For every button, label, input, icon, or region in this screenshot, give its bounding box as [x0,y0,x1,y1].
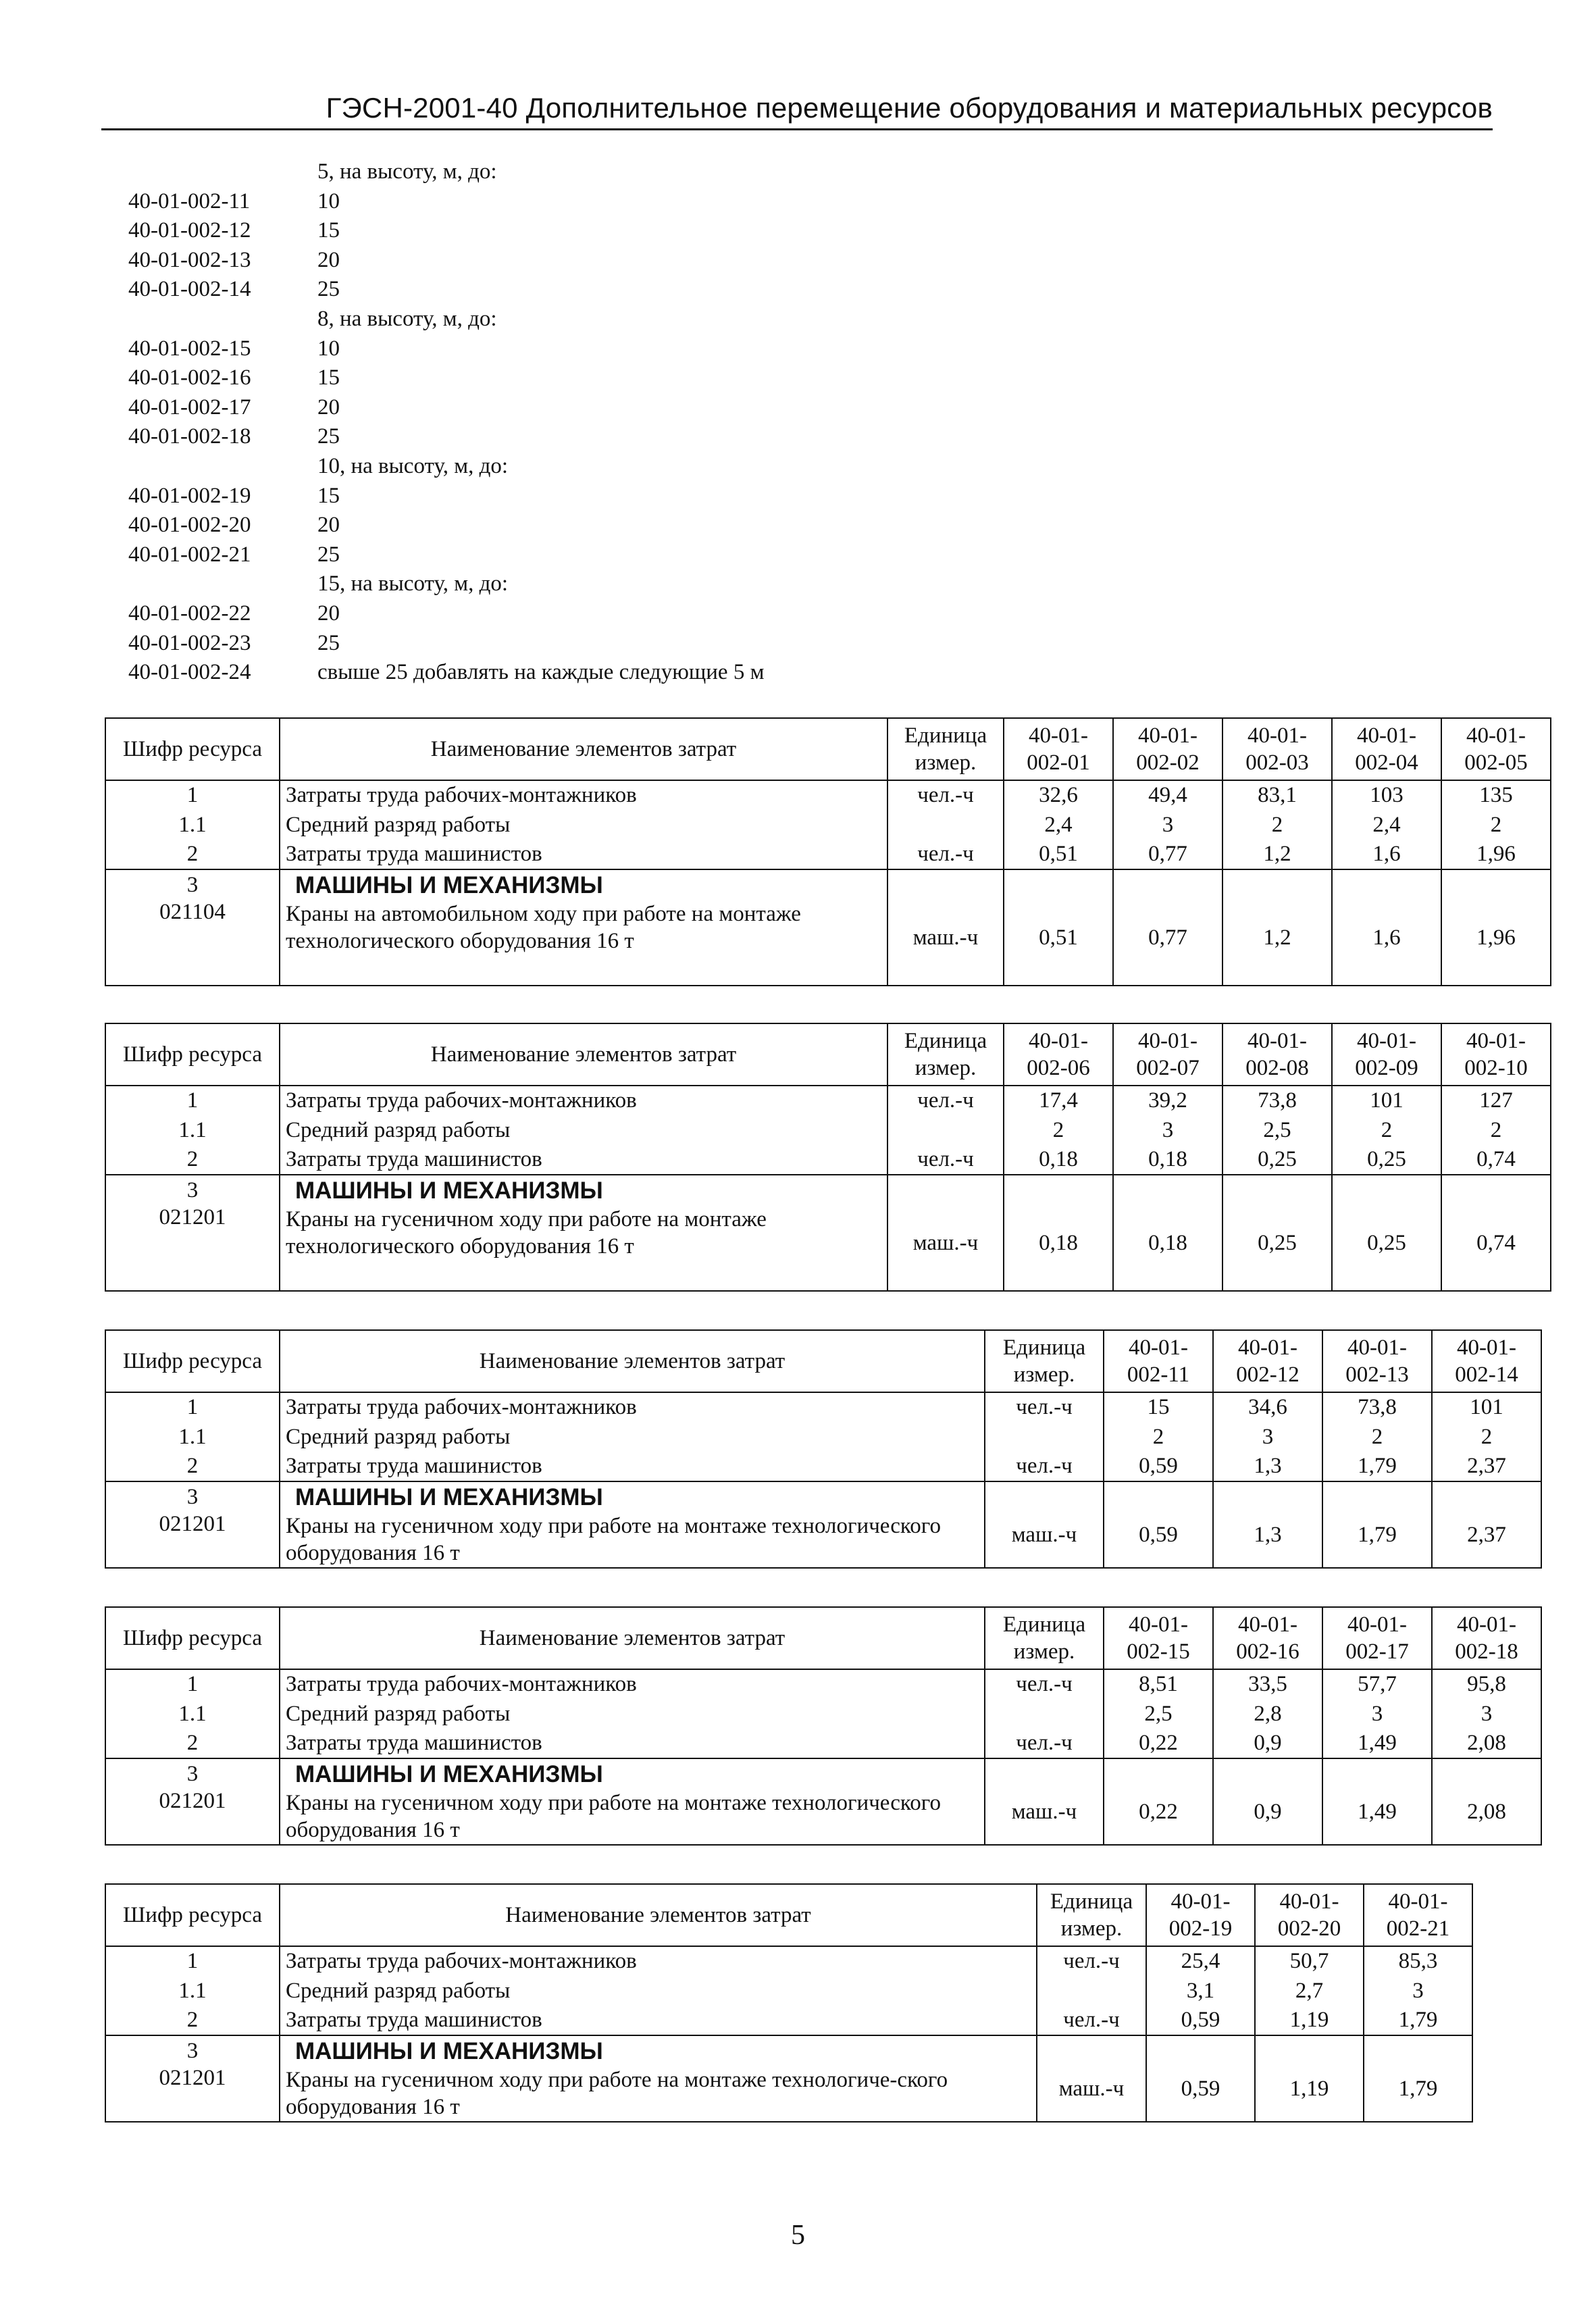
value-cell: 2 [1004,1115,1113,1145]
machine-value-cell: 0,77 [1113,869,1222,986]
code-value: 40-01-002-22 [128,601,251,626]
unit-cell: чел.-ч [985,1392,1104,1422]
value-cell: 0,51 [1004,840,1113,869]
norm-code-header: 40-01-002-17 [1322,1607,1432,1669]
value-cell: 49,4 [1113,780,1222,810]
code-description: 20 [317,247,340,272]
header-row [105,1884,1472,1946]
value-cell: 85,3 [1364,1946,1472,1976]
machines-title: МАШИНЫ И МЕХАНИЗМЫ [295,2038,603,2064]
unit-header: Единица измер. [985,1607,1104,1669]
table-header [105,1884,1472,1946]
machine-code: 021201 [159,2066,226,2091]
code-description: 25 [317,424,340,449]
machine-code: 021201 [159,1205,226,1230]
value-cell: 1,96 [1441,840,1551,869]
name-header: Наименование элементов затрат [280,1330,985,1392]
unit-cell [985,1699,1104,1729]
shifr-header: Шифр ресурса [105,1884,280,1946]
unit-cell: чел.-ч [887,1086,1004,1115]
machine-value-cell: 0,22 [1104,1758,1213,1845]
table-row [105,1729,1541,1758]
code-description: 25 [317,277,340,302]
table-row [105,1946,1472,1976]
value-cell: 1,3 [1213,1452,1322,1481]
value-cell: 127 [1441,1086,1551,1115]
code-description: 10 [317,188,340,213]
machine-value-cell: 1,96 [1441,869,1551,986]
value-cell: 2,37 [1432,1452,1541,1481]
resource-table-4 [105,1606,1542,1846]
code-value: 40-01-002-14 [128,277,251,302]
table-row [105,1422,1541,1452]
name-cell: Средний разряд работы [280,1699,985,1729]
value-cell: 2,4 [1332,810,1441,840]
value-cell: 3 [1322,1699,1432,1729]
machine-value-cell: 2,08 [1432,1758,1541,1845]
name-cell: Затраты труда рабочих-монтажников [280,1392,985,1422]
value-cell: 95,8 [1432,1669,1541,1699]
machines-title: МАШИНЫ И МЕХАНИЗМЫ [295,1177,603,1204]
name-cell: Затраты труда рабочих-монтажников [280,1946,1037,1976]
table-row [105,1452,1541,1481]
value-cell: 2 [1222,810,1332,840]
machine-value-cell: 0,51 [1004,869,1113,986]
machine-code: 021201 [159,1512,226,1537]
value-cell: 1,2 [1222,840,1332,869]
value-cell: 135 [1441,780,1551,810]
name-cell: Затраты труда машинистов [280,1452,985,1481]
code-description: 20 [317,513,340,538]
machine-value-cell: 0,9 [1213,1758,1322,1845]
machines-row [105,1481,1541,1568]
unit-cell: чел.-ч [985,1669,1104,1699]
machine-name: Краны на автомобильном ходу при работе на монтаже технологического оборудования 16 т [286,901,801,953]
machine-value-cell: 1,2 [1222,869,1332,986]
norm-code-header: 40-01-002-02 [1113,718,1222,780]
table-row [105,1669,1541,1699]
machines-section [105,1481,1541,1568]
value-cell: 0,74 [1441,1145,1551,1175]
unit-header: Единица измер. [985,1330,1104,1392]
unit-header: Единица измер. [1037,1884,1146,1946]
code-value: 40-01-002-11 [128,188,251,213]
shifr-cell: 2 [105,840,280,869]
shifr-cell: 1.1 [105,1699,280,1729]
shifr-cell: 2 [105,1452,280,1481]
page-header-title: ГЭСН-2001-40 Дополнительное перемещение оборудования и материальных ресурсов [326,92,1493,124]
machines-section-number: 3 [186,1762,199,1786]
name-cell: Затраты труда рабочих-монтажников [280,1669,985,1699]
machine-value-cell: 1,79 [1364,2035,1472,2122]
machines-title: МАШИНЫ И МЕХАНИЗМЫ [295,872,603,898]
norm-code-header: 40-01-002-12 [1213,1330,1322,1392]
code-description: свыше 25 добавлять на каждые следующие 5 м [317,660,765,685]
value-cell: 101 [1432,1392,1541,1422]
value-cell: 2 [1432,1422,1541,1452]
value-cell: 33,5 [1213,1669,1322,1699]
name-cell: Затраты труда рабочих-монтажников [280,1086,887,1115]
machine-value-cell: 0,59 [1146,2035,1255,2122]
name-cell: Средний разряд работы [280,1115,887,1145]
value-cell: 0,77 [1113,840,1222,869]
name-cell: Средний разряд работы [280,810,887,840]
value-cell: 25,4 [1146,1946,1255,1976]
shifr-cell: 2 [105,1145,280,1175]
code-value: 40-01-002-23 [128,630,251,655]
header-row [105,1023,1551,1086]
code-value: 40-01-002-12 [128,218,251,243]
labor-rows [105,1392,1541,1481]
value-cell: 1,79 [1364,2006,1472,2035]
machine-value-cell: 0,18 [1113,1175,1222,1291]
code-value: 40-01-002-16 [128,365,251,390]
machines-row [105,2035,1472,2122]
machine-unit-cell: маш.-ч [1037,2035,1146,2122]
shifr-cell: 1 [105,1392,280,1422]
unit-header: Единица измер. [887,1023,1004,1086]
value-cell: 57,7 [1322,1669,1432,1699]
table-row [105,780,1551,810]
shifr-header: Шифр ресурса [105,1023,280,1086]
value-cell: 0,18 [1004,1145,1113,1175]
code-value: 40-01-002-15 [128,336,251,361]
value-cell: 2 [1322,1422,1432,1452]
value-cell: 2,7 [1255,1976,1364,2006]
shifr-cell: 2 [105,1729,280,1758]
machines-name-cell [280,2035,1037,2122]
header-row [105,1607,1541,1669]
unit-cell: чел.-ч [985,1729,1104,1758]
value-cell: 2 [1104,1422,1213,1452]
norm-code-header: 40-01-002-04 [1332,718,1441,780]
machine-value-cell: 1,6 [1332,869,1441,986]
value-cell: 39,2 [1113,1086,1222,1115]
name-header: Наименование элементов затрат [280,1023,887,1086]
value-cell: 0,22 [1104,1729,1213,1758]
name-cell: Затраты труда машинистов [280,840,887,869]
code-description: 5, на высоту, м, до: [317,159,497,184]
resource-table-1 [105,717,1551,986]
norm-code-header: 40-01-002-11 [1104,1330,1213,1392]
value-cell: 3,1 [1146,1976,1255,2006]
shifr-cell: 1 [105,1086,280,1115]
machine-name: Краны на гусеничном ходу при работе на монтаже технологического оборудования 16 т [286,1513,941,1565]
table-row [105,2006,1472,2035]
value-cell: 0,18 [1113,1145,1222,1175]
unit-cell [887,1115,1004,1145]
machine-value-cell: 0,74 [1441,1175,1551,1291]
code-description: 25 [317,630,340,655]
unit-cell [1037,1976,1146,2006]
machines-name-cell [280,1758,985,1845]
value-cell: 3 [1364,1976,1472,2006]
value-cell: 73,8 [1322,1392,1432,1422]
machines-name-cell [280,1175,887,1291]
machines-section [105,2035,1472,2122]
machine-name: Краны на гусеничном ходу при работе на монтаже технологиче-ского оборудования 16 т [286,2067,948,2119]
machine-unit-cell: маш.-ч [887,869,1004,986]
machines-shifr-cell [105,1758,280,1845]
machines-shifr-cell [105,1175,280,1291]
machine-value-cell: 1,49 [1322,1758,1432,1845]
value-cell: 2,08 [1432,1729,1541,1758]
norm-code-header: 40-01-002-03 [1222,718,1332,780]
machine-code: 021201 [159,1789,226,1814]
value-cell: 2 [1441,810,1551,840]
labor-rows [105,1086,1551,1175]
shifr-cell: 1.1 [105,1976,280,2006]
norm-code-header: 40-01-002-10 [1441,1023,1551,1086]
value-cell: 15 [1104,1392,1213,1422]
machine-unit-cell: маш.-ч [887,1175,1004,1291]
machine-name: Краны на гусеничном ходу при работе на монтаже технологического оборудования 16 т [286,1206,767,1259]
name-header: Наименование элементов затрат [280,1607,985,1669]
unit-cell: чел.-ч [1037,1946,1146,1976]
norm-code-header: 40-01-002-15 [1104,1607,1213,1669]
code-value: 40-01-002-13 [128,247,251,272]
value-cell: 0,59 [1104,1452,1213,1481]
code-description: 10, на высоту, м, до: [317,453,509,478]
table-header [105,1023,1551,1086]
table-row [105,1086,1551,1115]
page-header [101,81,1493,130]
code-description: 20 [317,601,340,626]
name-cell: Средний разряд работы [280,1976,1037,2006]
name-cell: Затраты труда машинистов [280,2006,1037,2035]
machines-name-cell [280,869,887,986]
machine-name: Краны на гусеничном ходу при работе на монтаже технологического оборудования 16 т [286,1790,941,1842]
code-description: 15 [317,365,340,390]
machines-shifr-cell [105,2035,280,2122]
unit-header: Единица измер. [887,718,1004,780]
value-cell: 17,4 [1004,1086,1113,1115]
value-cell: 2,5 [1104,1699,1213,1729]
unit-cell: чел.-ч [887,1145,1004,1175]
machines-row [105,1758,1541,1845]
code-description: 15 [317,483,340,508]
unit-cell: чел.-ч [887,840,1004,869]
norm-code-header: 40-01-002-20 [1255,1884,1364,1946]
resource-table-5 [105,1883,1473,2123]
value-cell: 8,51 [1104,1669,1213,1699]
code-value: 40-01-002-18 [128,424,251,449]
value-cell: 2,4 [1004,810,1113,840]
norm-code-header: 40-01-002-21 [1364,1884,1472,1946]
table-header [105,1330,1541,1392]
norm-code-header: 40-01-002-09 [1332,1023,1441,1086]
table-row [105,1115,1551,1145]
unit-cell [985,1422,1104,1452]
value-cell: 1,79 [1322,1452,1432,1481]
value-cell: 0,25 [1222,1145,1332,1175]
value-cell: 1,19 [1255,2006,1364,2035]
shifr-header: Шифр ресурса [105,1607,280,1669]
unit-cell: чел.-ч [985,1452,1104,1481]
machines-title: МАШИНЫ И МЕХАНИЗМЫ [295,1761,603,1787]
code-description: 15 [317,218,340,243]
name-header: Наименование элементов затрат [280,718,887,780]
name-cell: Затраты труда машинистов [280,1729,985,1758]
machine-value-cell: 0,59 [1104,1481,1213,1568]
norm-code-header: 40-01-002-18 [1432,1607,1541,1669]
machines-section-number: 3 [186,1485,199,1509]
value-cell: 73,8 [1222,1086,1332,1115]
value-cell: 3 [1113,1115,1222,1145]
value-cell: 3 [1213,1422,1322,1452]
value-cell: 0,25 [1332,1145,1441,1175]
norm-code-header: 40-01-002-13 [1322,1330,1432,1392]
machine-code: 021104 [159,900,226,925]
code-value: 40-01-002-19 [128,483,251,508]
machines-section [105,869,1551,986]
machines-section-number: 3 [186,2039,199,2063]
labor-rows [105,1946,1472,2035]
shifr-header: Шифр ресурса [105,718,280,780]
resource-table-2 [105,1023,1551,1292]
value-cell: 103 [1332,780,1441,810]
labor-rows [105,1669,1541,1758]
shifr-cell: 1 [105,780,280,810]
norm-code-header: 40-01-002-01 [1004,718,1113,780]
norm-code-header: 40-01-002-14 [1432,1330,1541,1392]
name-cell: Затраты труда рабочих-монтажников [280,780,887,810]
code-description: 8, на высоту, м, до: [317,306,497,331]
machines-title: МАШИНЫ И МЕХАНИЗМЫ [295,1484,603,1510]
value-cell: 2 [1332,1115,1441,1145]
machine-unit-cell: маш.-ч [985,1758,1104,1845]
value-cell: 101 [1332,1086,1441,1115]
machine-value-cell: 2,37 [1432,1481,1541,1568]
code-value: 40-01-002-24 [128,660,251,685]
shifr-cell: 1 [105,1669,280,1699]
machine-value-cell: 1,79 [1322,1481,1432,1568]
code-description: 10 [317,336,340,361]
table-header [105,718,1551,780]
unit-cell: чел.-ч [1037,2006,1146,2035]
value-cell: 1,49 [1322,1729,1432,1758]
value-cell: 34,6 [1213,1392,1322,1422]
shifr-cell: 1 [105,1946,280,1976]
value-cell: 2 [1441,1115,1551,1145]
code-value: 40-01-002-21 [128,542,251,567]
norm-code-header: 40-01-002-08 [1222,1023,1332,1086]
machines-section [105,1175,1551,1291]
name-header: Наименование элементов затрат [280,1884,1037,1946]
value-cell: 50,7 [1255,1946,1364,1976]
machines-row [105,1175,1551,1291]
code-value: 40-01-002-20 [128,513,251,538]
name-cell: Затраты труда машинистов [280,1145,887,1175]
machines-section [105,1758,1541,1845]
value-cell: 2,8 [1213,1699,1322,1729]
resource-table-3 [105,1329,1542,1569]
shifr-cell: 2 [105,2006,280,2035]
shifr-header: Шифр ресурса [105,1330,280,1392]
page-number: 5 [791,2220,805,2251]
machine-value-cell: 0,18 [1004,1175,1113,1291]
norm-code-header: 40-01-002-06 [1004,1023,1113,1086]
labor-rows [105,780,1551,869]
norm-code-header: 40-01-002-16 [1213,1607,1322,1669]
shifr-cell: 1.1 [105,1422,280,1452]
shifr-cell: 1.1 [105,1115,280,1145]
table-row [105,1145,1551,1175]
name-cell: Средний разряд работы [280,1422,985,1452]
machine-unit-cell: маш.-ч [985,1481,1104,1568]
unit-cell: чел.-ч [887,780,1004,810]
header-row [105,1330,1541,1392]
table-row [105,810,1551,840]
value-cell: 3 [1432,1699,1541,1729]
machines-section-number: 3 [186,873,199,897]
machines-row [105,869,1551,986]
machines-shifr-cell [105,869,280,986]
value-cell: 3 [1113,810,1222,840]
value-cell: 83,1 [1222,780,1332,810]
code-description: 25 [317,542,340,567]
value-cell: 32,6 [1004,780,1113,810]
table-row [105,1699,1541,1729]
norm-code-header: 40-01-002-19 [1146,1884,1255,1946]
machine-value-cell: 1,19 [1255,2035,1364,2122]
value-cell: 2,5 [1222,1115,1332,1145]
table-row [105,1976,1472,2006]
value-cell: 0,59 [1146,2006,1255,2035]
table-row [105,1392,1541,1422]
machine-value-cell: 1,3 [1213,1481,1322,1568]
code-description: 15, на высоту, м, до: [317,571,509,596]
norm-code-header: 40-01-002-07 [1113,1023,1222,1086]
code-description: 20 [317,395,340,420]
norm-code-header: 40-01-002-05 [1441,718,1551,780]
table-row [105,840,1551,869]
code-value: 40-01-002-17 [128,395,251,420]
machines-shifr-cell [105,1481,280,1568]
machines-section-number: 3 [186,1178,199,1202]
value-cell: 0,9 [1213,1729,1322,1758]
machine-value-cell: 0,25 [1222,1175,1332,1291]
table-header [105,1607,1541,1669]
value-cell: 1,6 [1332,840,1441,869]
header-row [105,718,1551,780]
shifr-cell: 1.1 [105,810,280,840]
unit-cell [887,810,1004,840]
machine-value-cell: 0,25 [1332,1175,1441,1291]
machines-name-cell [280,1481,985,1568]
